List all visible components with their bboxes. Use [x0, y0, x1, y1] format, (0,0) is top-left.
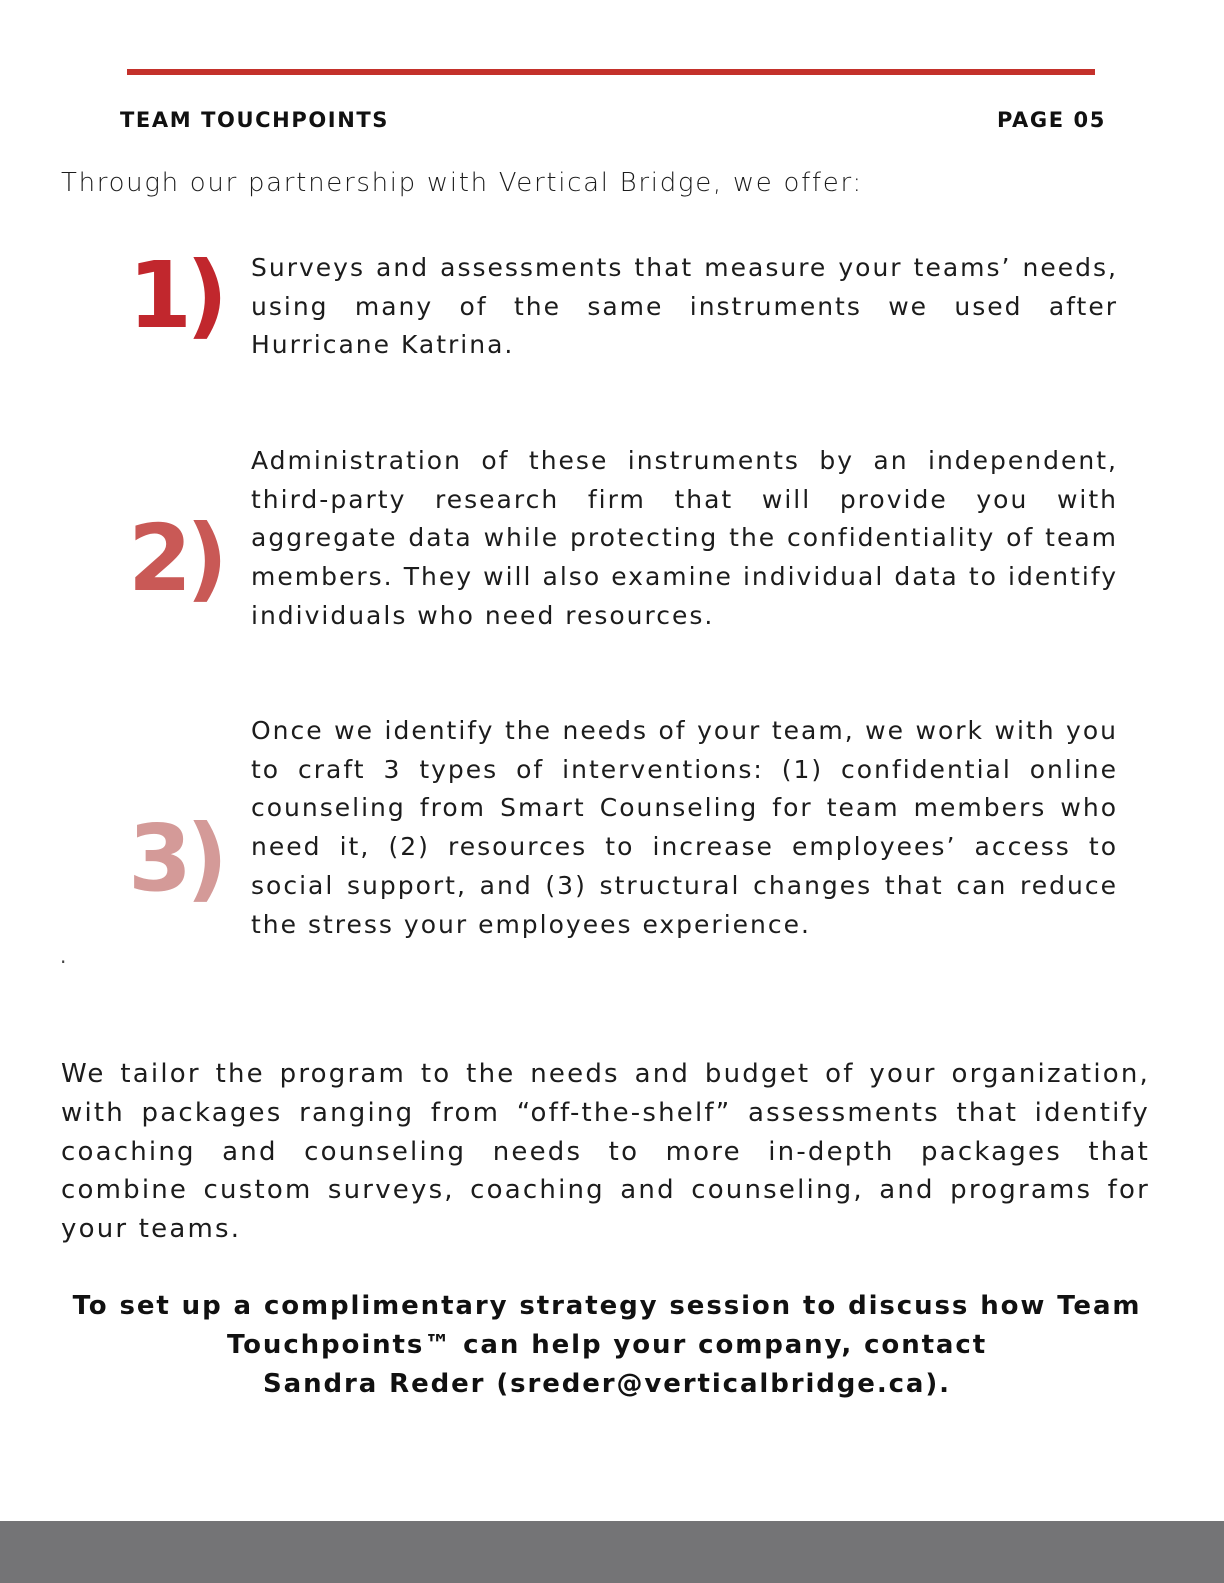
item-number-3: 3) — [127, 805, 222, 912]
call-to-action — [40, 1287, 1174, 1403]
item-text-2: Administration of these instruments by an independent, third-party research firm that will provide you with aggregate data while protecting the confidentiality of team members. They will also examine individual data to identify individuals who need resources. — [251, 446, 1118, 630]
page-number: PAGE 05 — [996, 108, 1106, 132]
item-number-2: 2) — [127, 505, 222, 612]
header-title: TEAM TOUCHPOINTS — [120, 108, 390, 132]
cta-line-1: To set up a complimentary strategy session to discuss how Team — [72, 1291, 1142, 1321]
item-number-1: 1) — [127, 242, 222, 349]
intro-text: Through our partnership with Vertical Bridge, we offer: — [61, 168, 863, 198]
footer-bar — [0, 1521, 1224, 1583]
stray-dot: · — [60, 950, 67, 974]
item-text-3: Once we identify the needs of your team, we work with you to craft 3 types of interventions: (1) confidential online counseling from Smart Counseling for team members who need it, (2) resources to increase employees’ access to social support, and (3) structural changes that can reduce the stress your employees experience. — [251, 716, 1118, 939]
tailor-paragraph: We tailor the program to the needs and budget of your organization, with packages ranging from “off-the-shelf” assessments that identify coaching and counseling needs to more in-depth packages that combine custom surveys, coaching and counseling, and programs for your teams. — [61, 1059, 1150, 1245]
item-text-1: Surveys and assessments that measure your teams’ needs, using many of the same instruments we used after Hurricane Katrina. — [251, 253, 1118, 360]
header-rule — [127, 69, 1095, 75]
cta-line-2: Touchpoints™ can help your company, contact — [226, 1329, 988, 1360]
cta-line-3[interactable]: Sandra Reder (sreder@verticalbridge.ca). — [263, 1368, 951, 1399]
